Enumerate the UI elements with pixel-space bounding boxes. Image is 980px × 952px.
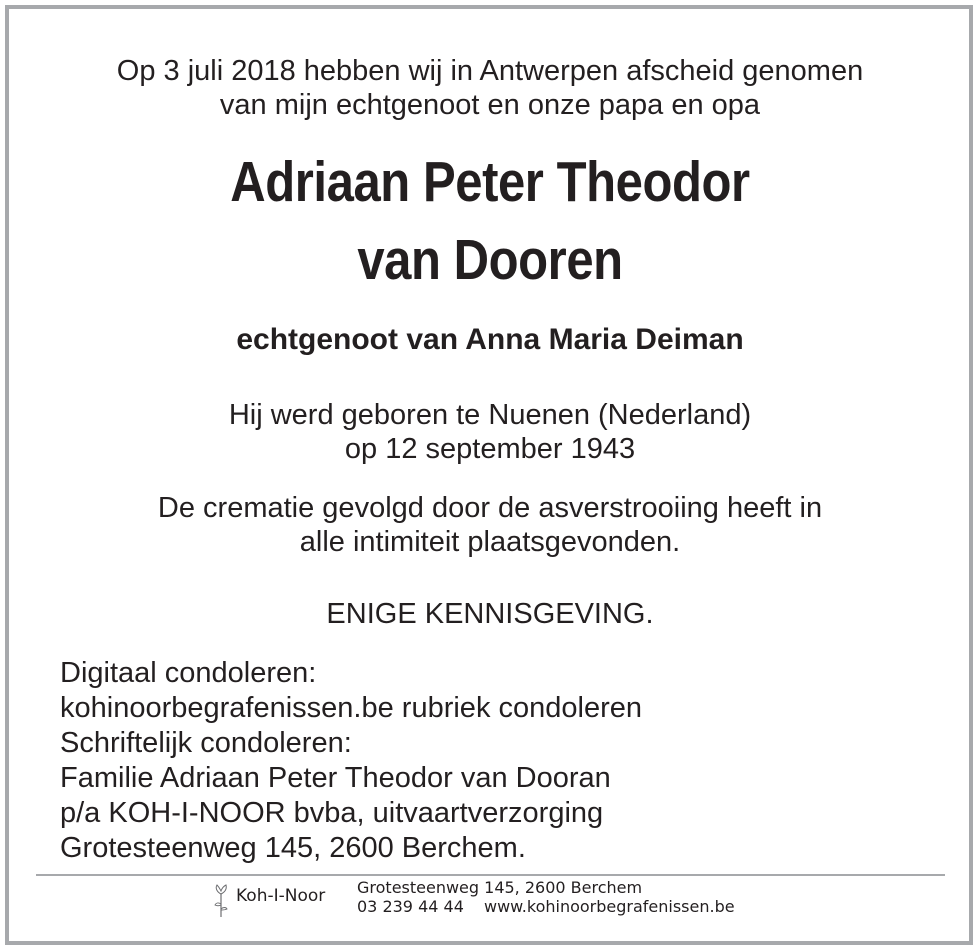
birth-info bbox=[0, 398, 980, 466]
written-condolence-label: Schriftelijk condoleren: bbox=[60, 727, 352, 759]
spouse-line: echtgenoot van Anna Maria Deiman bbox=[236, 323, 744, 356]
footer-address: Grotesteenweg 145, 2600 Berchem bbox=[357, 878, 643, 897]
brand-name: Koh-I-Noor bbox=[236, 886, 326, 906]
footer-website: www.kohinoorbegrafenissen.be bbox=[484, 897, 735, 916]
funeral-home-footer bbox=[0, 876, 980, 926]
intro-line-2: van mijn echtgenoot en onze papa en opa bbox=[219, 89, 761, 121]
deceased-name-line-1: Adriaan Peter Theodor bbox=[230, 150, 750, 214]
cremation-info bbox=[0, 491, 980, 559]
digital-condolence-label: Digitaal condoleren: bbox=[60, 657, 317, 689]
footer-phone: 03 239 44 44 bbox=[357, 897, 464, 916]
cremation-line-1: De crematie gevolgd door de asverstrooiing heeft in bbox=[157, 492, 823, 524]
intro-text bbox=[0, 54, 980, 122]
deceased-name-line-2: van Dooren bbox=[357, 228, 623, 292]
flower-icon bbox=[208, 882, 234, 918]
written-condolence-line-3: Grotesteenweg 145, 2600 Berchem. bbox=[60, 832, 526, 864]
written-condolence-line-1: Familie Adriaan Peter Theodor van Dooran bbox=[60, 762, 611, 794]
written-condolence-line-2: p/a KOH-I-NOOR bvba, uitvaartverzorging bbox=[60, 797, 604, 829]
condolences-block bbox=[60, 656, 940, 866]
birth-line-2: op 12 september 1943 bbox=[344, 433, 636, 465]
digital-condolence-detail: kohinoorbegrafenissen.be rubriek condoleren bbox=[60, 692, 642, 724]
cremation-line-2: alle intimiteit plaatsgevonden. bbox=[299, 526, 681, 558]
birth-line-1: Hij werd geboren te Nuenen (Nederland) bbox=[228, 399, 752, 431]
intro-line-1: Op 3 juli 2018 hebben wij in Antwerpen afscheid genomen bbox=[116, 55, 864, 87]
deceased-name bbox=[69, 143, 912, 299]
notice-heading: ENIGE KENNISGEVING. bbox=[326, 598, 654, 630]
